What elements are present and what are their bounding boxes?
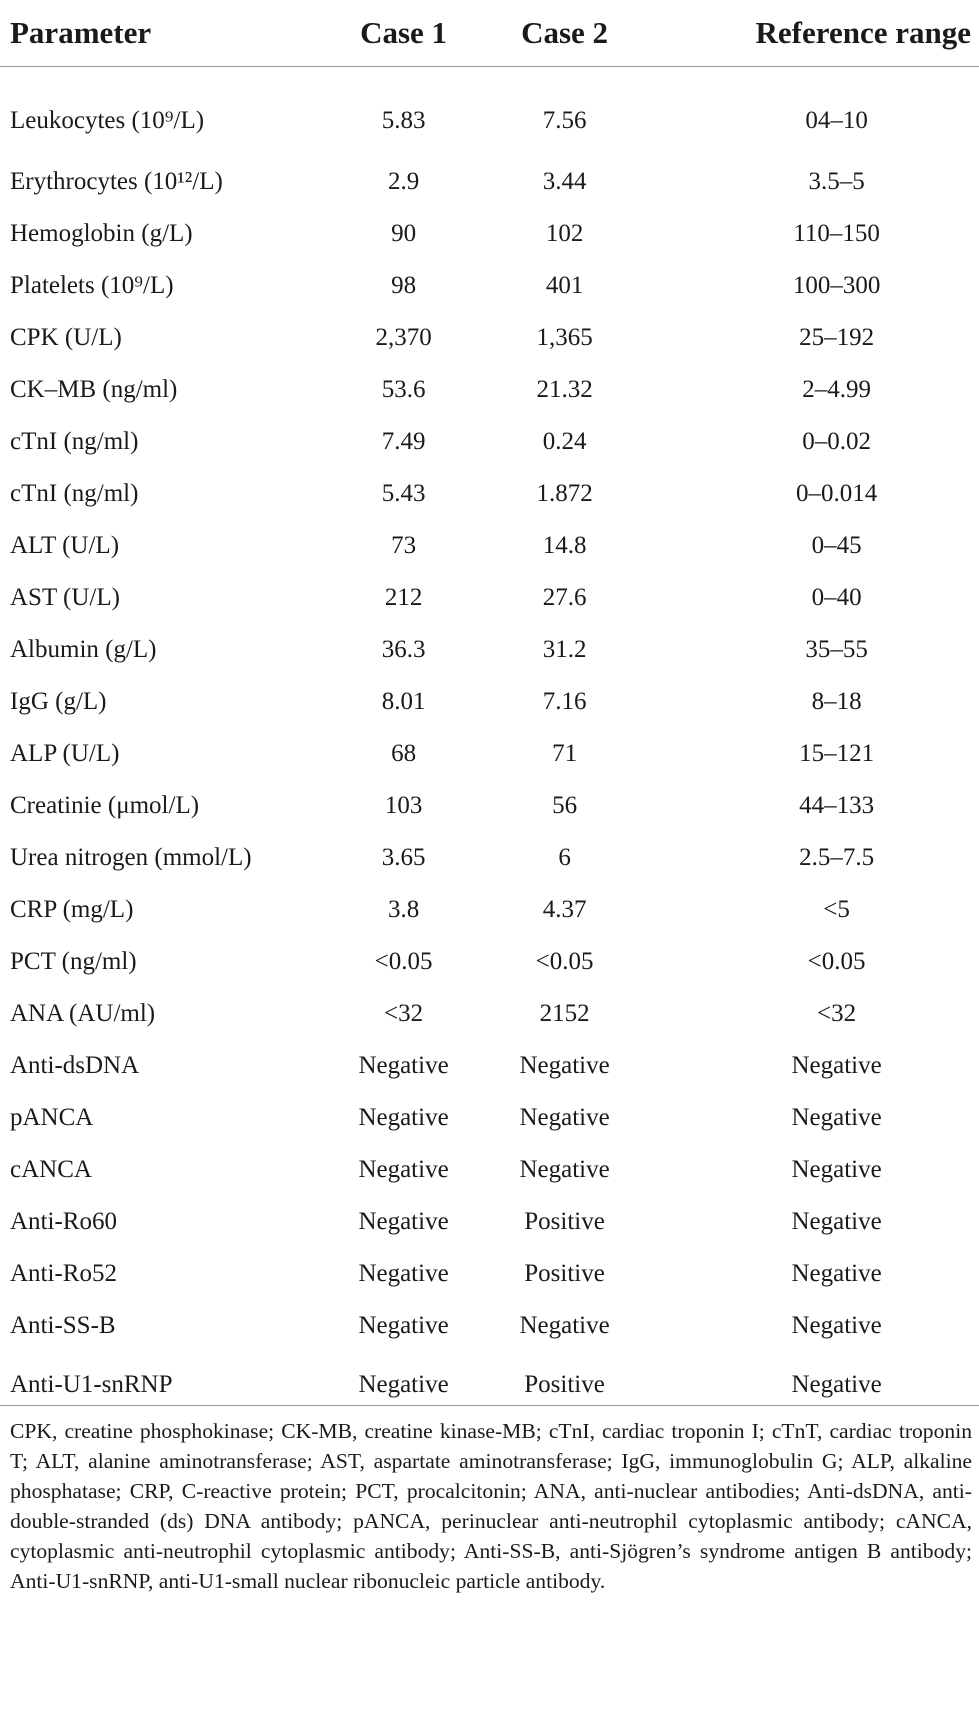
- cell-reference-range: 3.5–5: [808, 167, 865, 195]
- cell-case-1: 2,370: [375, 323, 432, 351]
- cell-case-2: 31.2: [542, 635, 587, 663]
- cell-case-2: Negative: [519, 1155, 610, 1183]
- cell-case-2: 7.16: [542, 687, 587, 715]
- cell-parameter: Creatinie (μmol/L): [10, 791, 200, 819]
- cell-reference-range: 35–55: [805, 635, 868, 663]
- cell-case-1: 90: [391, 219, 417, 247]
- cell-case-2: Negative: [519, 1311, 610, 1339]
- table-row: [0, 1195, 979, 1247]
- cell-parameter: Leukocytes (10⁹/L): [10, 106, 205, 134]
- cell-case-1: Negative: [358, 1103, 449, 1131]
- cell-case-1: 3.65: [381, 843, 426, 871]
- cell-parameter: Anti-Ro60: [10, 1207, 117, 1235]
- header-reference-range: Reference range: [654, 0, 979, 67]
- header-parameter: Parameter: [0, 0, 332, 67]
- table-row: [0, 675, 979, 727]
- cell-case-1: Negative: [358, 1051, 449, 1079]
- cell-parameter: Erythrocytes (10¹²/L): [10, 167, 223, 195]
- cell-parameter: CPK (U/L): [10, 323, 122, 351]
- cell-reference-range: Negative: [791, 1207, 882, 1235]
- table-footnote: CPK, creatine phosphokinase; CK-MB, creatine kinase-MB; cTnI, cardiac troponin I; cTnT, cardiac troponin T; ALT, alanine aminotransferase; AST, aspartate aminotransferase; IgG, immunoglobulin G; ALP, alkaline phosphatase; CRP, C-reactive protein; PCT, procalcitonin; ANA, anti-nuclear antibodies; Anti-dsDNA, anti-double-stranded (ds) DNA antibody; pANCA, perinuclear anti-neutrophil cytoplasmic antibody; cANCA, cytoplasmic anti-neutrophil cytoplasmic antibody; Anti-SS-B, anti-Sjögren’s syndrome antigen B antibody; Anti-U1-snRNP, anti-U1-small nuclear ribonucleic particle antibody.: [10, 1419, 972, 1593]
- cell-reference-range: Negative: [791, 1311, 882, 1339]
- table-row: [0, 779, 979, 831]
- cell-reference-range: Negative: [791, 1051, 882, 1079]
- cell-case-2: 21.32: [536, 375, 593, 403]
- cell-case-1: <32: [384, 999, 424, 1027]
- cell-case-2: Positive: [524, 1259, 605, 1287]
- table-row: [0, 311, 979, 363]
- cell-parameter: PCT (ng/ml): [10, 947, 137, 975]
- cell-parameter: ALT (U/L): [10, 531, 120, 559]
- cell-reference-range: 2.5–7.5: [799, 843, 875, 871]
- table-row: [0, 571, 979, 623]
- cell-case-1: 36.3: [381, 635, 426, 663]
- cell-case-1: 5.43: [381, 479, 426, 507]
- cell-case-1: Negative: [358, 1259, 449, 1287]
- header-case-2: Case 2: [475, 0, 654, 67]
- cell-parameter: Anti-dsDNA: [10, 1051, 140, 1079]
- table-row: [0, 155, 979, 207]
- table-row: [0, 363, 979, 415]
- cell-reference-range: Negative: [791, 1259, 882, 1287]
- table-row: [0, 259, 979, 311]
- cell-case-1: 212: [384, 583, 423, 611]
- table-body: [0, 67, 979, 1432]
- cell-reference-range: 100–300: [792, 271, 881, 299]
- cell-reference-range: 8–18: [811, 687, 862, 715]
- cell-parameter: Anti-Ro52: [10, 1259, 117, 1287]
- cell-parameter: cTnI (ng/ml): [10, 479, 139, 507]
- cell-case-2: Positive: [524, 1370, 605, 1398]
- cell-reference-range: 2–4.99: [802, 375, 871, 403]
- cell-parameter: CK–MB (ng/ml): [10, 375, 178, 403]
- cell-case-1: 68: [391, 739, 417, 767]
- cell-parameter: AST (U/L): [10, 583, 120, 611]
- cell-case-1: Negative: [358, 1311, 449, 1339]
- cell-parameter: pANCA: [10, 1103, 94, 1131]
- cell-case-1: Negative: [358, 1155, 449, 1183]
- table-row: [0, 1039, 979, 1091]
- cell-case-1: Negative: [358, 1370, 449, 1398]
- cell-parameter: ANA (AU/ml): [10, 999, 156, 1027]
- cell-case-2: 2152: [539, 999, 590, 1027]
- cell-reference-range: 0–40: [811, 583, 862, 611]
- cell-case-1: 5.83: [381, 106, 426, 134]
- cell-parameter: Anti-U1-snRNP: [10, 1370, 173, 1398]
- cell-reference-range: 0–0.014: [795, 479, 878, 507]
- cell-case-1: 3.8: [387, 895, 420, 923]
- table-row: [0, 467, 979, 519]
- cell-reference-range: 0–45: [811, 531, 862, 559]
- cell-case-2: 3.44: [542, 167, 587, 195]
- cell-parameter: cTnI (ng/ml): [10, 427, 139, 455]
- cell-case-2: 1,365: [536, 323, 593, 351]
- table-row: [0, 207, 979, 259]
- cell-parameter: Platelets (10⁹/L): [10, 271, 174, 299]
- table-row: [0, 67, 979, 156]
- table-row: [0, 831, 979, 883]
- cell-reference-range: 110–150: [793, 219, 880, 247]
- cell-case-1: 98: [391, 271, 417, 299]
- cell-parameter: Albumin (g/L): [10, 635, 157, 663]
- cell-case-2: Negative: [519, 1051, 610, 1079]
- cell-parameter: Urea nitrogen (mmol/L): [10, 843, 252, 871]
- table-row: [0, 1299, 979, 1351]
- cell-reference-range: <0.05: [807, 947, 866, 975]
- cell-reference-range: <5: [823, 895, 850, 923]
- table-row: [0, 1091, 979, 1143]
- cell-case-2: 14.8: [542, 531, 587, 559]
- cell-reference-range: 25–192: [799, 323, 875, 351]
- cell-case-2: Positive: [524, 1207, 605, 1235]
- cell-case-2: 102: [545, 219, 584, 247]
- cell-reference-range: Negative: [791, 1370, 882, 1398]
- table-row: [0, 519, 979, 571]
- cell-parameter: CRP (mg/L): [10, 895, 134, 923]
- table-row: [0, 883, 979, 935]
- table-row: [0, 1143, 979, 1195]
- cell-case-1: 53.6: [381, 375, 426, 403]
- cell-parameter: IgG (g/L): [10, 687, 107, 715]
- cell-case-2: 401: [545, 271, 584, 299]
- header-case-1: Case 1: [332, 0, 475, 67]
- cell-case-1: 8.01: [381, 687, 426, 715]
- cell-case-2: 0.24: [542, 427, 587, 455]
- table-row: [0, 415, 979, 467]
- table-bottom-rule: [0, 1405, 979, 1406]
- cell-case-2: Negative: [519, 1103, 610, 1131]
- cell-case-1: 73: [391, 531, 417, 559]
- cell-case-2: 7.56: [542, 106, 587, 134]
- table-row: [0, 987, 979, 1039]
- cell-reference-range: Negative: [791, 1155, 882, 1183]
- cell-case-1: 7.49: [381, 427, 426, 455]
- cell-reference-range: 15–121: [799, 739, 875, 767]
- table-row: [0, 935, 979, 987]
- cell-parameter: ALP (U/L): [10, 739, 120, 767]
- cell-parameter: Hemoglobin (g/L): [10, 219, 193, 247]
- cell-reference-range: <32: [817, 999, 857, 1027]
- cell-case-2: 56: [552, 791, 578, 819]
- table-row: [0, 1247, 979, 1299]
- cell-case-2: 4.37: [542, 895, 587, 923]
- cell-case-1: 2.9: [387, 167, 420, 195]
- cell-reference-range: 04–10: [805, 106, 868, 134]
- cell-parameter: cANCA: [10, 1155, 92, 1183]
- table-header-row: [0, 0, 979, 67]
- cell-case-2: 6: [558, 843, 571, 871]
- cell-case-1: 103: [384, 791, 423, 819]
- cell-reference-range: 44–133: [799, 791, 875, 819]
- cell-case-1: <0.05: [374, 947, 433, 975]
- cell-case-2: <0.05: [535, 947, 594, 975]
- cell-parameter: Anti-SS-B: [10, 1311, 116, 1339]
- cell-case-2: 71: [552, 739, 578, 767]
- cell-reference-range: Negative: [791, 1103, 882, 1131]
- cell-case-2: 27.6: [542, 583, 587, 611]
- cell-case-2: 1.872: [536, 479, 593, 507]
- cell-reference-range: 0–0.02: [802, 427, 871, 455]
- cell-case-1: Negative: [358, 1207, 449, 1235]
- table-row: [0, 623, 979, 675]
- table-row: [0, 727, 979, 779]
